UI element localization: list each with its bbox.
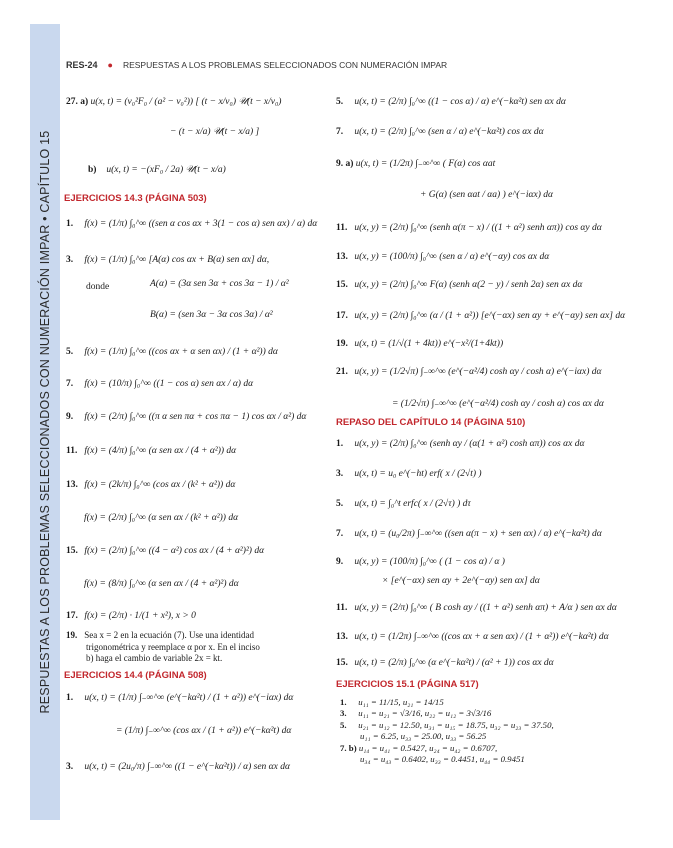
answer-13: 13. f(x) = (2k/π) ∫₀^∞ (cos αx / (k² + α²)) dα [66,480,236,490]
answers-15-1 [340,697,554,766]
answer-s3: 3. u₁₁ = u₂₁ = √3/16, u₂₂ = u₁₂ = 3√3/16 [340,708,492,719]
sidebar-label: RESPUESTAS A LOS PROBLEMAS SELECCIONADOS CON NUMERACIÓN IMPAR • CAPÍTULO 15 [38,130,52,714]
answer-s5: 5. u₂₁ = u₁₂ = 12.50, u₃₁ = u₁₅ = 18.75, u₃₂ = u₂₃ = 37.50, [340,719,554,730]
answer-19: 19. Sea x = 2 en la ecuación (7). Use una identidad trigonométrica y reemplace α por x. En el inciso b) haga el cambio de variable 2x = kt. [66,630,260,664]
answer-15: 15. f(x) = (2/π) ∫₀^∞ ((4 − α²) cos αx / (4 + α²)²) dα [66,546,265,556]
answer-q1: 1. u(x, y) = (2/π) ∫₀^∞ (senh αy / (α(1 + α²) cosh απ)) cos αx dα [336,439,585,449]
answer-r9: 9. a) u(x, t) = (1/2π) ∫₋∞^∞ ( F(α) cos αat [336,159,496,169]
answer-5: 5. f(x) = (1/π) ∫₀^∞ ((cos αx + α sen αx) / (1 + α²)) dα [66,347,278,357]
answer-r11: 11. u(x, y) = (2/π) ∫₀^∞ (senh α(π − x) / ((1 + α²) senh απ)) cos αy dα [336,223,602,233]
chapter-sidebar [30,24,60,820]
answer-r15: 15. u(x, y) = (2/π) ∫₀^∞ F(α) (senh α(2 − y) / senh 2α) sen αx dα [336,280,583,290]
answer-27b: b) u(x, t) = −(xF₀ / 2a) 𝒰(t − x/a) [88,165,226,175]
answer-r19: 19. u(x, t) = (1/√(1 + 4kt)) e^(−x²/(1+4kt)) [336,339,504,349]
answer-r17: 17. u(x, y) = (2/π) ∫₀^∞ (α / (1 + α²)) [e^(−αx) sen αy + e^(−αy) sen αx] dα [336,311,626,321]
answer-q7: 7. u(x, t) = (u₀/2π) ∫₋∞^∞ ((sen α(π − x) + sen αx) / α) e^(−kα²t) dα [336,529,602,539]
answer-s5-cont: u₁₁ = 6.25, u₃₃ = 25.00, u₃₃ = 56.25 [360,731,487,742]
answer-r9-cont: + G(α) (sen αat / αa) ) e^(−iαx) dα [420,190,554,200]
answer-17: 17. f(x) = (2/π) · 1/(1 + x²), x > 0 [66,611,196,621]
section-heading-repaso-14: REPASO DEL CAPÍTULO 14 (PÁGINA 510) [336,417,526,428]
answer-r5: 5. u(x, t) = (2/π) ∫₀^∞ ((1 − cos α) / α) e^(−kα²t) sen αx dα [336,97,566,107]
section-heading-14-4: EJERCICIOS 14.4 (PÁGINA 508) [64,670,207,681]
answer-r21: 21. u(x, y) = (1/2√π) ∫₋∞^∞ (e^(−α²/4) cosh αy / cosh α) e^(−iαx) dα [336,367,602,377]
section-heading-14-3: EJERCICIOS 14.3 (PÁGINA 503) [64,193,207,204]
running-title: RESPUESTAS A LOS PROBLEMAS SELECCIONADOS CON NUMERACIÓN IMPAR [122,60,448,70]
answer-7: 7. f(x) = (10/π) ∫₀^∞ ((1 − cos α) sen αx / α) dα [66,379,254,389]
answer-1-14-4: 1. u(x, t) = (1/π) ∫₋∞^∞ (e^(−kα²t) / (1 + α²)) e^(−iαx) dα [66,693,294,703]
answer-3-A: A(α) = (3α sen 3α + cos 3α − 1) / α² [150,279,289,289]
answer-3: 3. f(x) = (1/π) ∫₀^∞ [A(α) cos αx + B(α) sen αx] dα, [66,255,270,265]
answer-27a: 27. a) u(x, t) = (v₀²F₀ / (a² − v₀²)) [ (t − x/v₀) 𝒰(t − x/v₀) [66,97,282,107]
answer-q11: 11. u(x, y) = (2/π) ∫₀^∞ ( B cosh αy / ((1 + α²) senh απ) + A/α ) sen αx dα [336,603,617,613]
page-number: RES-24 [66,60,98,70]
answer-q13: 13. u(x, t) = (1/2π) ∫₋∞^∞ ((cos αx + α sen αx) / (1 + α²)) e^(−kα²t) dα [336,632,609,642]
answer-9: 9. f(x) = (2/π) ∫₀^∞ ((π α sen πα + cos πα − 1) cos αx / α²) dα [66,412,307,422]
answer-r7: 7. u(x, t) = (2/π) ∫₀^∞ (sen α / α) e^(−kα²t) cos αx dα [336,127,544,137]
answer-r21-cont: = (1/2√π) ∫₋∞^∞ (e^(−α²/4) cosh αy / cosh α) cos αx dα [392,399,604,409]
answer-27a-cont: − (t − x/a) 𝒰(t − x/a) ] [170,127,260,137]
answer-q5: 5. u(x, t) = ∫₀^t erfc( x / (2√τ) ) dτ [336,499,471,509]
answer-q3: 3. u(x, t) = u₀ e^(−ht) erf( x / (2√t) ) [336,469,482,479]
answer-3-donde: donde [86,282,110,292]
answer-s7: 7. b) u₁₄ = u₄₁ = 0.5427, u₂₄ = u₄₂ = 0.6707, [340,742,498,753]
answer-q9-cont: × [e^(−αx) sen αy + 2e^(−αy) sen αx] dα [382,576,540,586]
answer-13-b: f(x) = (2/π) ∫₀^∞ (α sen αx / (k² + α²)) dα [84,513,239,523]
answer-r13: 13. u(x, y) = (100/π) ∫₀^∞ (sen α / α) e^(−αy) cos αx dα [336,252,550,262]
section-heading-15-1: EJERCICIOS 15.1 (PÁGINA 517) [336,679,479,690]
answer-11: 11. f(x) = (4/π) ∫₀^∞ (α sen αx / (4 + α²)) dα [66,446,237,456]
bullet-icon: ● [107,60,113,70]
page-header [66,60,447,70]
answer-15-b: f(x) = (8/π) ∫₀^∞ (α sen αx / (4 + α²)²) dα [84,579,239,589]
answer-3-14-4: 3. u(x, t) = (2u₀/π) ∫₋∞^∞ ((1 − e^(−kα²t)) / α) sen αx dα [66,762,290,772]
answer-s7-cont: u₃₄ = u₄₃ = 0.6402, u₃₃ = 0.4451, u₄₄ = 0.9451 [360,754,525,765]
answer-q15: 15. u(x, t) = (2/π) ∫₀^∞ (α e^(−kα²t) / (α² + 1)) cos αx dα [336,658,554,668]
answer-1: 1. f(x) = (1/π) ∫₀^∞ ((sen α cos αx + 3(1 − cos α) sen αx) / α) dα [66,219,318,229]
answer-3-B: B(α) = (sen 3α − 3α cos 3α) / α² [150,310,273,320]
answer-q9: 9. u(x, y) = (100/π) ∫₀^∞ ( (1 − cos α) / α ) [336,557,505,567]
answer-1-14-4-cont: = (1/π) ∫₋∞^∞ (cos αx / (1 + α²)) e^(−kα²t) dα [116,726,292,736]
answer-s1: 1. u₁₁ = 11/15, u₂₁ = 14/15 [340,697,444,707]
